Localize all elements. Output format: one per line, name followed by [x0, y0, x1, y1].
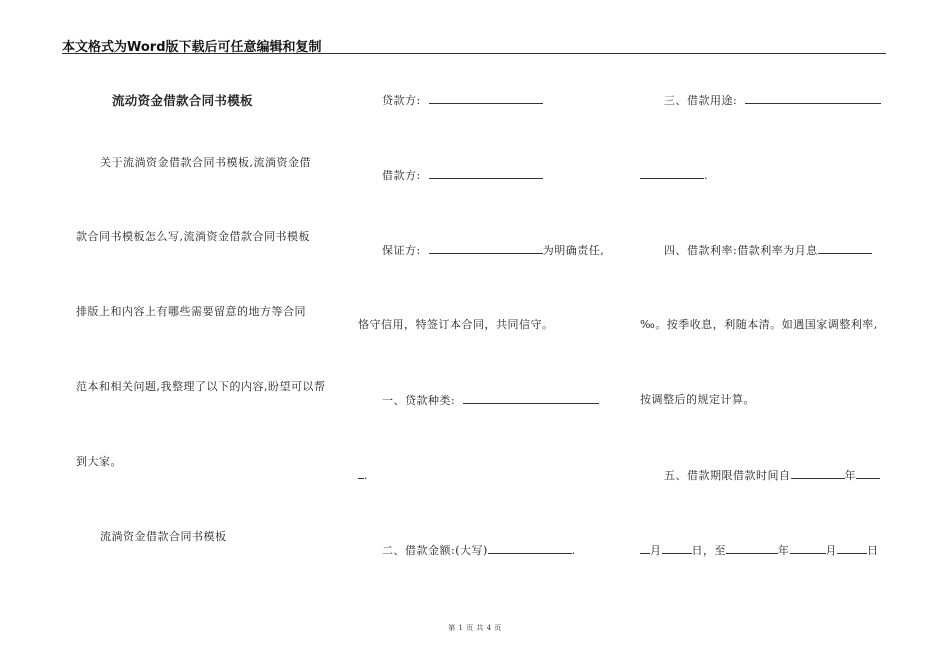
template-subtitle: 流淌资金借款合同书模板 — [100, 530, 227, 543]
section-3-cont-period: . — [704, 169, 708, 182]
section-1-continuation — [358, 468, 368, 483]
day-blank-1 — [662, 543, 692, 554]
guarantor-suffix: 为明确责任, — [542, 244, 605, 257]
lender-field — [382, 93, 543, 108]
section-3-blank — [745, 93, 881, 104]
month-blank-2 — [790, 543, 826, 554]
section-2-blank — [488, 543, 572, 554]
document-title: 流动资金借款合同书模板 — [112, 93, 253, 108]
month-label-2: 月 — [825, 544, 837, 557]
section-5-label: 五、借款期限借款时间自 — [664, 469, 791, 482]
page-footer: 第 1 页 共 4 页 — [448, 624, 502, 632]
guarantor-field — [382, 243, 604, 258]
section-4-continuation-2: 按调整后的规定计算。 — [640, 393, 755, 406]
section-5-month-blank — [856, 468, 880, 479]
borrower-blank — [429, 168, 543, 179]
section-1-field — [382, 393, 599, 408]
document-header — [62, 36, 886, 55]
month-blank-1 — [640, 543, 650, 554]
guarantor-blank — [429, 243, 543, 254]
guarantor-label: 保证方: — [382, 244, 421, 257]
section-4-continuation: ‰。按季收息，利随本清。如遇国家调整利率, — [640, 318, 878, 331]
section-2-label: 二、借款金额:(大写) — [382, 544, 488, 557]
section-5-continuation — [640, 543, 879, 558]
paragraph-line-4: 范本和相关问题,我整理了以下的内容,盼望可以帮 — [76, 380, 326, 393]
borrower-field — [382, 168, 543, 183]
honor-line: 恪守信用，特签订本合同，共同信守。 — [358, 318, 554, 331]
section-3-label: 三、借款用途: — [664, 94, 738, 107]
section-4-blank — [818, 243, 872, 254]
day-label-2: 日 — [867, 544, 879, 557]
section-1-blank — [463, 393, 599, 404]
section-5-field — [664, 468, 880, 483]
section-2-field — [382, 543, 576, 558]
section-2-suffix: . — [571, 544, 576, 557]
section-4-label: 四、借款利率:借款利率为月息 — [664, 244, 818, 257]
section-4-field — [664, 243, 872, 258]
section-1-cont-period: . — [364, 469, 368, 482]
month-label-1: 月 — [650, 544, 662, 557]
paragraph-line-2: 款合同书模板怎么写,流淌资金借款合同书模板 — [76, 230, 310, 243]
lender-blank — [429, 93, 543, 104]
section-3-field — [664, 93, 881, 108]
day-label-1: 日，至 — [691, 544, 726, 557]
section-1-label: 一、贷款种类: — [382, 394, 456, 407]
borrower-label: 借款方: — [382, 169, 421, 182]
lender-label: 贷款方: — [382, 94, 421, 107]
day-blank-2 — [837, 543, 867, 554]
paragraph-line-1: 关于流淌资金借款合同书模板,流淌资金借 — [100, 156, 311, 169]
section-3-cont-blank — [640, 168, 704, 179]
section-5-year: 年 — [844, 469, 856, 482]
header-divider — [62, 53, 886, 54]
paragraph-line-5: 到大家。 — [76, 455, 122, 468]
section-5-year-blank — [791, 468, 845, 479]
header-text: 本文格式为Word版下载后可任意编辑和复制 — [62, 40, 322, 55]
year-label-2: 年 — [778, 544, 790, 557]
section-3-continuation — [640, 168, 708, 183]
year-blank-2 — [726, 543, 778, 554]
paragraph-line-3: 排版上和内容上有哪些需要留意的地方等合同 — [76, 305, 306, 318]
